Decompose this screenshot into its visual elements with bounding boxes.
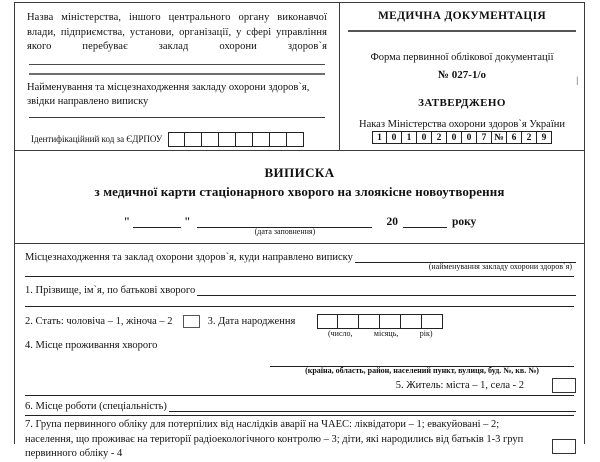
edrpou-cell[interactable]	[168, 133, 185, 146]
birth-caption-day: (число,	[327, 329, 353, 338]
header-right-block	[340, 3, 584, 150]
order-cell: 0	[447, 131, 462, 144]
order-date-number-cells	[348, 131, 576, 144]
referral-place-label: Місцезнаходження та заклад охорони здоров`я, куди направлено виписку	[25, 252, 353, 263]
ministry-name-rule-thick	[29, 73, 325, 75]
ministry-name-rule	[29, 64, 325, 65]
birth-cell[interactable]	[338, 314, 359, 329]
date-caption: (дата заповнення)	[254, 227, 316, 236]
address-row	[15, 329, 584, 375]
edrpou-row	[27, 132, 327, 147]
page-title: ВИПИСКА	[264, 165, 335, 180]
edrpou-cell[interactable]	[236, 133, 253, 146]
birth-date-captions	[317, 329, 443, 338]
birth-caption-month: місяць,	[373, 329, 399, 338]
approved-label: ЗАТВЕРДЖЕНО	[418, 97, 506, 109]
edrpou-code-input[interactable]	[168, 132, 304, 147]
order-authority-label: Наказ Міністерства охорони здоров`я України	[358, 119, 565, 130]
document-header	[15, 3, 584, 151]
chernobyl-group-label: 7. Група первинного обліку для потерпілих від наслідків аварії на ЧАЕС: ліквідатори – 1; евакуйовані – 2; населення, що проживає на території радіоекологічного контролю – 3; діти, які народились від батьків 1-3 груп первинного обліку - 4	[25, 419, 524, 459]
quote-close: "	[184, 216, 191, 228]
year-input[interactable]	[403, 214, 447, 228]
birth-date-label: 3. Дата народження	[207, 316, 296, 327]
institution-name-label: Найменування та місцезнаходження закладу охорони здоров`я, звідки направлено виписку	[27, 81, 310, 107]
order-number-sign-cell: №	[492, 131, 507, 144]
day-input[interactable]	[133, 214, 181, 228]
edrpou-cell[interactable]	[219, 133, 236, 146]
sex-and-birth-row	[15, 307, 584, 338]
order-cell: 0	[387, 131, 402, 144]
edrpou-cell[interactable]	[202, 133, 219, 146]
edge-tick-mark: |	[576, 75, 578, 85]
address-input[interactable]	[270, 357, 574, 375]
order-cell: 7	[477, 131, 492, 144]
order-cell: 2	[522, 131, 537, 144]
resident-row	[15, 378, 584, 393]
birth-date-group	[295, 314, 443, 338]
birth-cell[interactable]	[422, 314, 443, 329]
resident-checkbox[interactable]	[552, 378, 576, 393]
quote-open: "	[123, 216, 131, 228]
year-prefix-label: 20	[386, 216, 398, 228]
ministry-name-label: Назва міністерства, іншого центрального органу виконавчої влади, підприємства, установи, організації, у сфері управління якого перебуває заклад охорони здоров`я	[27, 12, 327, 52]
sex-label: 2. Стать: чоловіча – 1, жіноча – 2	[25, 316, 173, 327]
year-suffix-label: року	[451, 216, 477, 228]
workplace-input[interactable]	[169, 399, 576, 412]
address-label: 4. Місце проживання хворого	[25, 340, 158, 351]
form-fields	[15, 244, 584, 462]
page-subtitle: з медичної карти стаціонарного хворого на злоякісне новоутворення	[94, 184, 505, 199]
sex-checkbox[interactable]	[183, 315, 200, 328]
order-cell: 1	[372, 131, 387, 144]
birth-cell[interactable]	[380, 314, 401, 329]
referral-place-input[interactable]	[355, 250, 576, 271]
institution-name-rule	[29, 117, 325, 118]
patient-name-label: 1. Прізвище, ім`я, по батькові хворого	[25, 285, 196, 296]
month-input[interactable]	[197, 214, 372, 236]
resident-label: 5. Житель: міста – 1, села - 2	[395, 380, 524, 391]
birth-date-input[interactable]	[317, 314, 443, 329]
order-cell: 1	[402, 131, 417, 144]
edrpou-label: Ідентифікаційний код за ЄДРПОУ	[31, 134, 163, 144]
edrpou-cell[interactable]	[253, 133, 270, 146]
header-left-block	[15, 3, 340, 150]
order-cell: 6	[507, 131, 522, 144]
edrpou-cell[interactable]	[185, 133, 202, 146]
patient-name-row	[15, 277, 584, 296]
patient-name-input[interactable]	[197, 283, 576, 296]
birth-cell[interactable]	[401, 314, 422, 329]
fill-date-row	[15, 214, 584, 236]
chernobyl-group-checkbox[interactable]	[552, 439, 576, 454]
edrpou-cell[interactable]	[287, 133, 304, 146]
address-caption: (країна, область, район, населений пункт, вулиця, буд. №, кв. №)	[305, 366, 539, 375]
document-page	[14, 2, 585, 459]
chernobyl-group-box-wrap	[546, 418, 576, 462]
workplace-label: 6. Місце роботи (спеціальність)	[25, 401, 167, 412]
birth-cell[interactable]	[359, 314, 380, 329]
referral-place-row	[15, 244, 584, 271]
order-cell: 9	[537, 131, 552, 144]
chernobyl-group-row	[15, 416, 584, 462]
order-cell: 0	[417, 131, 432, 144]
document-type-title: МЕДИЧНА ДОКУМЕНТАЦІЯ	[378, 10, 546, 22]
birth-caption-year: рік)	[419, 329, 433, 338]
order-cell: 2	[432, 131, 447, 144]
form-number-label: № 027-1/о	[437, 69, 487, 81]
birth-cell[interactable]	[317, 314, 338, 329]
document-type-rule	[348, 30, 576, 32]
workplace-row	[15, 396, 584, 412]
edrpou-cell[interactable]	[270, 133, 287, 146]
form-category-label: Форма первинної облікової документації	[370, 52, 554, 63]
order-cell: 0	[462, 131, 477, 144]
title-band	[15, 151, 584, 244]
referral-place-caption: (найменування закладу охорони здоров`я)	[428, 262, 572, 271]
